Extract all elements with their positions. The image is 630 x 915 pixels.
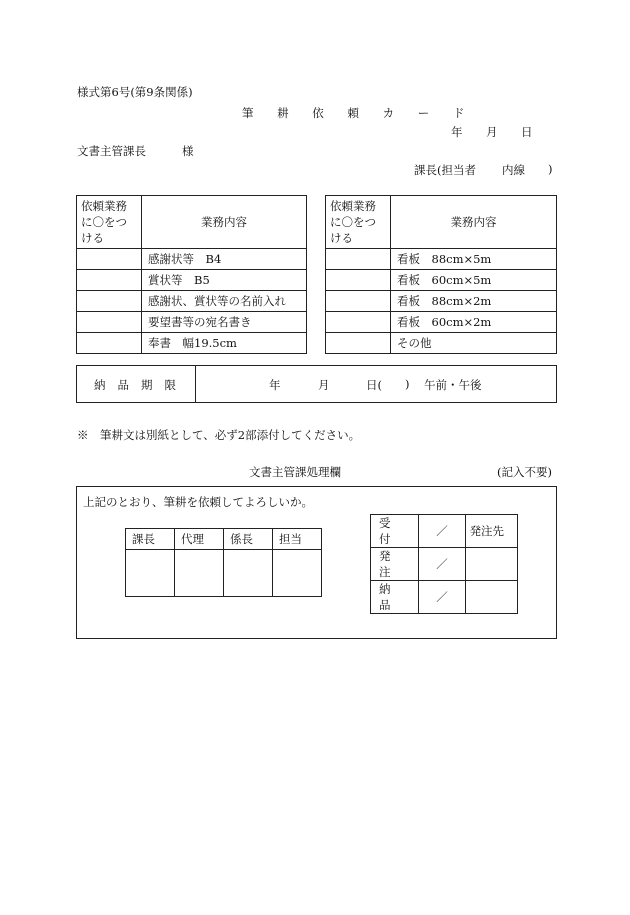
requester-close: ) bbox=[548, 162, 553, 176]
requester-extension: 内線 bbox=[502, 163, 525, 177]
record-supplier-cell[interactable] bbox=[465, 581, 517, 614]
deadline-weekday-close: ) bbox=[405, 377, 410, 391]
deadline-month[interactable]: 月 bbox=[318, 378, 330, 392]
left-row-label: 感謝状、賞状等の名前入れ bbox=[142, 291, 307, 312]
approval-stamp-table bbox=[125, 528, 322, 597]
left-check-cell[interactable] bbox=[77, 291, 142, 312]
right-row-label: その他 bbox=[391, 333, 557, 354]
left-row-label: 要望書等の宛名書き bbox=[142, 312, 307, 333]
right-check-header: 依頼業務に〇をつける bbox=[326, 196, 391, 249]
right-request-table bbox=[325, 195, 557, 354]
right-check-cell[interactable] bbox=[326, 312, 391, 333]
approval-stamp-cell[interactable] bbox=[126, 550, 175, 597]
addressee-title: 文書主管課長 bbox=[77, 144, 146, 158]
left-check-cell[interactable] bbox=[77, 270, 142, 291]
left-request-table bbox=[76, 195, 307, 354]
approval-header-chief: 課長 bbox=[126, 529, 175, 550]
record-label-received: 受付 bbox=[371, 515, 419, 548]
right-row-label: 看板 60cm×2m bbox=[391, 312, 557, 333]
record-date-delivered[interactable]: ／ bbox=[419, 581, 465, 614]
deadline-day[interactable]: 日( bbox=[366, 378, 382, 392]
left-check-cell[interactable] bbox=[77, 333, 142, 354]
right-row-label: 看板 88cm×5m bbox=[391, 249, 557, 270]
left-check-cell[interactable] bbox=[77, 312, 142, 333]
page-title: 筆 耕 依 頼 カ ー ド bbox=[242, 106, 475, 120]
left-row-label: 賞状等 B5 bbox=[142, 270, 307, 291]
left-row-label: 奉書 幅19.5cm bbox=[142, 333, 307, 354]
deadline-box bbox=[76, 365, 557, 403]
right-check-cell[interactable] bbox=[326, 333, 391, 354]
record-label-delivered: 納品 bbox=[371, 581, 419, 614]
approval-stamp-cell[interactable] bbox=[273, 550, 322, 597]
approval-header-staff: 担当 bbox=[273, 529, 322, 550]
left-content-header: 業務内容 bbox=[142, 196, 307, 249]
attachment-note: ※ 筆耕文は別紙として、必ず2部添付してください。 bbox=[77, 428, 361, 442]
left-check-header: 依頼業務に〇をつける bbox=[77, 196, 142, 249]
not-required-label: (記入不要) bbox=[497, 465, 552, 479]
right-row-label: 看板 88cm×2m bbox=[391, 291, 557, 312]
right-row-label: 看板 60cm×5m bbox=[391, 270, 557, 291]
form-number: 様式第6号(第9条関係) bbox=[77, 85, 193, 99]
processing-record-table bbox=[370, 514, 518, 614]
left-check-cell[interactable] bbox=[77, 249, 142, 270]
right-content-header: 業務内容 bbox=[391, 196, 557, 249]
approval-stamp-cell[interactable] bbox=[175, 550, 224, 597]
deadline-ampm[interactable]: 午前・午後 bbox=[424, 378, 482, 392]
deadline-label: 納品期限 bbox=[94, 378, 188, 392]
date-year-label: 年 bbox=[451, 125, 463, 139]
approval-statement: 上記のとおり、筆耕を依頼してよろしいか。 bbox=[83, 495, 313, 509]
approval-header-deputy: 代理 bbox=[175, 529, 224, 550]
date-month-label: 月 bbox=[486, 125, 498, 139]
approval-stamp-cell[interactable] bbox=[224, 550, 273, 597]
addressee-honorific: 様 bbox=[182, 144, 194, 158]
record-date-ordered[interactable]: ／ bbox=[419, 548, 465, 581]
record-label-ordered: 発注 bbox=[371, 548, 419, 581]
date-day-label: 日 bbox=[521, 125, 533, 139]
record-supplier-cell[interactable] bbox=[465, 548, 517, 581]
right-check-cell[interactable] bbox=[326, 249, 391, 270]
processing-title: 文書主管課処理欄 bbox=[249, 465, 341, 479]
deadline-year[interactable]: 年 bbox=[269, 378, 281, 392]
left-row-label: 感謝状等 B4 bbox=[142, 249, 307, 270]
right-check-cell[interactable] bbox=[326, 270, 391, 291]
record-date-received[interactable]: ／ bbox=[419, 515, 465, 548]
right-check-cell[interactable] bbox=[326, 291, 391, 312]
requester-chief: 課長(担当者 bbox=[414, 163, 476, 177]
approval-header-section-chief: 係長 bbox=[224, 529, 273, 550]
record-supplier-header: 発注先 bbox=[465, 515, 517, 548]
